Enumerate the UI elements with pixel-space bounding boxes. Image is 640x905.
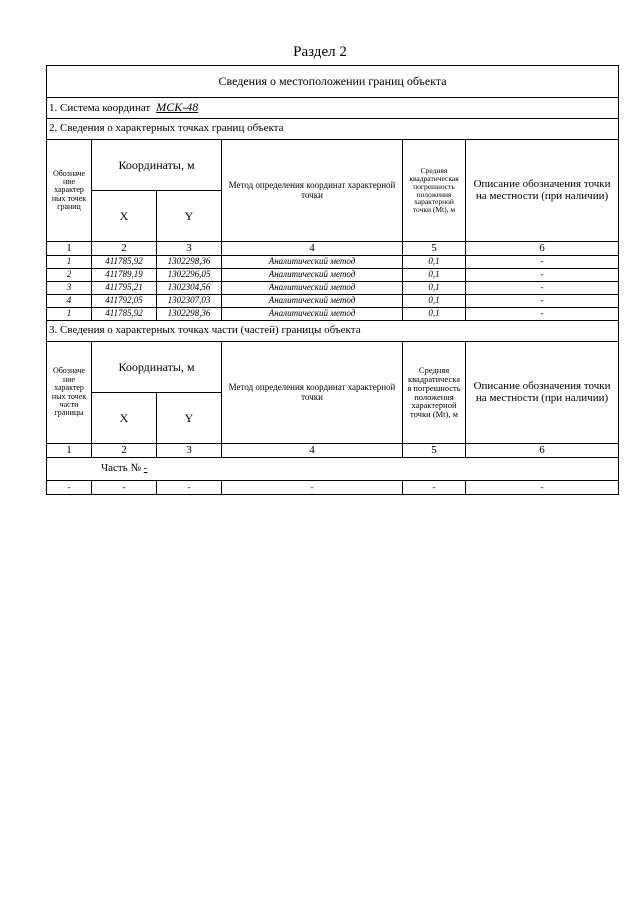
col-number: 1	[47, 242, 92, 256]
header-error: Средняя квадратическая погрешность положения характерной точки (Mt), м	[403, 140, 466, 242]
y-cell: 1302304,56	[157, 282, 222, 295]
error-cell: 0,1	[403, 295, 466, 308]
x-cell: 411789,19	[92, 269, 157, 282]
col-number: 2	[92, 444, 157, 458]
method-cell: Аналитический метод	[222, 282, 403, 295]
desc-cell: -	[466, 295, 619, 308]
header-designation: Обозначе ние характер ных точек части границы	[47, 342, 92, 444]
x-cell: 411785,92	[92, 256, 157, 269]
col-number: 3	[157, 242, 222, 256]
point-cell: 1	[47, 308, 92, 321]
point-cell: 2	[47, 269, 92, 282]
method-cell: Аналитический метод	[222, 295, 403, 308]
col-number: 4	[222, 444, 403, 458]
error-cell: 0,1	[403, 269, 466, 282]
col-number: 6	[466, 242, 619, 256]
x-cell: -	[92, 481, 157, 495]
col-number: 3	[157, 444, 222, 458]
table-row	[47, 282, 619, 295]
desc-cell: -	[466, 481, 619, 495]
error-cell: -	[403, 481, 466, 495]
boundary-table	[46, 65, 619, 495]
coord-system-value: МСК-48	[156, 100, 199, 115]
desc-cell: -	[466, 308, 619, 321]
x-cell: 411785,92	[92, 308, 157, 321]
block2-title: 2. Сведения о характерных точках границ объекта	[47, 119, 619, 140]
point-cell: -	[47, 481, 92, 495]
method-cell: -	[222, 481, 403, 495]
col-number: 5	[403, 444, 466, 458]
table-title: Сведения о местоположении границ объекта	[47, 66, 619, 98]
table-row	[47, 269, 619, 282]
method-cell: Аналитический метод	[222, 256, 403, 269]
col-number: 6	[466, 444, 619, 458]
block3-title: 3. Сведения о характерных точках части (частей) границы объекта	[47, 321, 619, 342]
y-cell: 1302298,36	[157, 256, 222, 269]
header-coordinates: Координаты, м	[92, 140, 222, 191]
table-row	[47, 481, 619, 495]
point-cell: 4	[47, 295, 92, 308]
header-method: Метод определения координат характерной точки	[222, 140, 403, 242]
table-row	[47, 256, 619, 269]
table-row	[47, 308, 619, 321]
header-y: Y	[157, 393, 222, 444]
x-cell: 411792,05	[92, 295, 157, 308]
method-cell: Аналитический метод	[222, 308, 403, 321]
error-cell: 0,1	[403, 256, 466, 269]
table-row	[47, 295, 619, 308]
point-cell: 3	[47, 282, 92, 295]
header-designation: Обозначе ние характер ных точек границ	[47, 140, 92, 242]
header-description: Описание обозначения точки на местности (при наличии)	[466, 342, 619, 444]
header-x: X	[92, 393, 157, 444]
y-cell: 1302298,36	[157, 308, 222, 321]
part-row	[47, 458, 619, 481]
part-number: -	[143, 462, 148, 475]
header-y: Y	[157, 191, 222, 242]
header-method: Метод определения координат характерной точки	[222, 342, 403, 444]
col-number: 5	[403, 242, 466, 256]
col-number: 1	[47, 444, 92, 458]
point-cell: 1	[47, 256, 92, 269]
col-number: 2	[92, 242, 157, 256]
error-cell: 0,1	[403, 282, 466, 295]
desc-cell: -	[466, 269, 619, 282]
y-cell: 1302296,05	[157, 269, 222, 282]
header-x: X	[92, 191, 157, 242]
header-error: Средняя квадратическа я погрешность положения характерной точки (Mt), м	[403, 342, 466, 444]
x-cell: 411795,21	[92, 282, 157, 295]
part-label: Часть №	[101, 462, 141, 475]
y-cell: 1302307,03	[157, 295, 222, 308]
desc-cell: -	[466, 256, 619, 269]
section-title: Раздел 2	[293, 44, 347, 60]
header-coordinates: Координаты, м	[92, 342, 222, 393]
coord-system-label: 1. Система координат	[49, 102, 151, 115]
header-description: Описание обозначения точки на местности (при наличии)	[466, 140, 619, 242]
y-cell: -	[157, 481, 222, 495]
col-number: 4	[222, 242, 403, 256]
desc-cell: -	[466, 282, 619, 295]
error-cell: 0,1	[403, 308, 466, 321]
method-cell: Аналитический метод	[222, 269, 403, 282]
coord-system-row	[47, 98, 619, 119]
